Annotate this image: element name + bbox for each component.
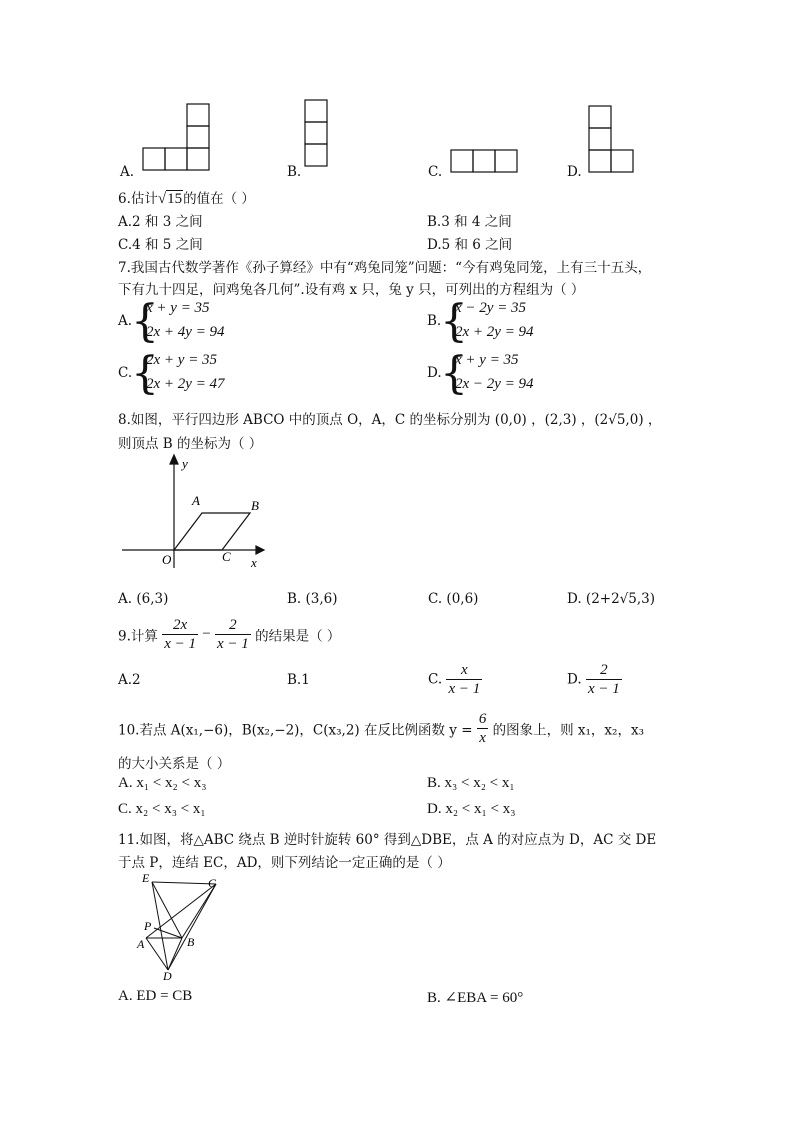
q9-option-a[interactable]: A.2 <box>118 672 141 688</box>
q6-option-a[interactable]: A.2 和 3 之间 <box>118 214 203 230</box>
q8-option-c[interactable]: C. (0,6) <box>428 591 479 607</box>
q11-stem-line2: 于点 P，连结 EC，AD，则下列结论一定正确的是（ ） <box>118 855 451 871</box>
q10-option-b[interactable]: B. x₃ < x₂ < x₁ <box>427 775 515 791</box>
q7-option-a-eq1: x + y = 35 <box>146 300 210 316</box>
x-axis-label: x <box>251 555 257 570</box>
q7-option-b-eq2: 2x + 2y = 94 <box>455 324 534 340</box>
q11-rotation-figure <box>130 870 230 982</box>
q7-option-d-eq1: x + y = 35 <box>455 352 519 368</box>
q7-stem-line2: 下有九十四足，问鸡兔各几何”.设有鸡 x 只，兔 y 只，可列出的方程组为（ ） <box>118 282 585 298</box>
q5-option-c-label[interactable]: C. <box>428 164 443 180</box>
parallelogram-abco <box>174 513 250 550</box>
x-axis-arrow <box>256 546 264 554</box>
q8-option-a[interactable]: A. (6,3) <box>118 591 169 607</box>
point-b-label: B <box>187 935 195 949</box>
q6-option-b[interactable]: B.3 和 4 之间 <box>427 214 512 230</box>
q10-option-d[interactable]: D. x₂ < x₁ < x₃ <box>427 801 516 817</box>
q5-option-d-figure <box>588 105 638 177</box>
q10-option-a[interactable]: A. x₁ < x₂ < x₃ <box>118 775 207 791</box>
q7-option-c-eq1: 2x + y = 35 <box>146 352 218 368</box>
point-c-label: C <box>208 876 217 890</box>
q7-option-a-label[interactable]: A. <box>118 313 133 329</box>
point-p-label: P <box>144 919 152 933</box>
q5-option-b-label[interactable]: B. <box>287 164 302 180</box>
point-b-label: B <box>251 498 259 513</box>
point-d-label: D <box>163 969 172 983</box>
q7-option-c-label[interactable]: C. <box>118 365 133 381</box>
point-c-label: C <box>222 549 231 564</box>
q6-radicand: 15 <box>167 191 183 207</box>
q9-fraction-1: $\frac{2x}{x - 1}$ <box>164 617 196 652</box>
q8-coordinate-figure <box>118 452 278 572</box>
q5-option-c-figure <box>450 149 522 175</box>
q5-option-a-label[interactable]: A. <box>120 164 135 180</box>
q7-option-d-eq2: 2x − 2y = 94 <box>455 376 534 392</box>
q8-option-d[interactable]: D. (2+2√5,3) <box>567 591 656 607</box>
q7-option-b-brace: { <box>440 296 468 347</box>
point-e-label: E <box>142 871 150 885</box>
point-a-label: A <box>192 493 200 508</box>
q10-stem-line2: 的大小关系是（ ） <box>118 756 231 772</box>
q7-option-d-brace: { <box>440 348 468 399</box>
q7-stem-line1: 7.我国古代数学著作《孙子算经》中有“鸡兔同笼”问题：“今有鸡兔同笼，上有三十五头， <box>118 260 652 276</box>
q7-option-d-label[interactable]: D. <box>427 365 442 381</box>
q7-option-b-label[interactable]: B. <box>427 313 442 329</box>
q11-option-a[interactable]: A. ED = CB <box>118 988 193 1004</box>
q11-option-b[interactable]: B. ∠EBA = 60° <box>427 990 524 1006</box>
q10-fraction: $\frac{6}{x}$ <box>478 711 487 746</box>
q9-option-c[interactable]: C. $\frac{x}{x - 1}$ <box>428 662 481 697</box>
q5-option-b-figure <box>304 99 330 171</box>
q9-stem: 9.计算 $\frac{2x}{x - 1}$ − $\frac{2}{x - 1}$ 的结果是（ ） <box>118 617 341 652</box>
q11-stem-line1: 11.如图，将△ABC 绕点 B 逆时针旋转 60° 得到△DBE，点 A 的对应点为 D，AC 交 DE <box>118 832 657 848</box>
y-axis-label: y <box>182 456 188 471</box>
q7-option-a-eq2: 2x + 4y = 94 <box>146 324 225 340</box>
q7-option-a-brace: { <box>131 296 159 347</box>
q7-option-c-eq2: 2x + 2y = 47 <box>146 376 225 392</box>
q5-option-a-figure <box>141 103 211 173</box>
point-o-label: O <box>162 552 172 567</box>
q9-fraction-2: $\frac{2}{x - 1}$ <box>217 617 249 652</box>
q10-stem-line1: 10.若点 A(x₁,−6)，B(x₂,−2)，C(x₃,2) 在反比例函数 y = $\frac{6}{x}$ 的图象上，则 x₁，x₂，x₃ <box>118 711 644 746</box>
q6-option-c[interactable]: C.4 和 5 之间 <box>118 237 203 253</box>
q6-option-d[interactable]: D.5 和 6 之间 <box>427 237 513 253</box>
q9-option-b[interactable]: B.1 <box>287 672 310 688</box>
q7-option-b-eq1: x − 2y = 35 <box>455 300 527 316</box>
q10-option-c[interactable]: C. x₂ < x₃ < x₁ <box>118 801 206 817</box>
q8-option-b[interactable]: B. (3,6) <box>287 591 338 607</box>
q7-option-c-brace: { <box>131 348 159 399</box>
point-a-label: A <box>137 937 145 951</box>
y-axis-arrow <box>170 455 178 464</box>
q6-stem: 6.估计√15的值在（ ） <box>118 191 255 207</box>
q8-stem-line2: 则顶点 B 的坐标为（ ） <box>118 436 263 452</box>
q5-option-d-label[interactable]: D. <box>567 164 582 180</box>
q9-option-d[interactable]: D. $\frac{2}{x - 1}$ <box>567 662 620 697</box>
q8-stem-line1: 8.如图，平行四边形 ABCO 中的顶点 O，A，C 的坐标分别为 (0,0) ，(2,3) ，(2√5,0) ， <box>118 412 662 428</box>
